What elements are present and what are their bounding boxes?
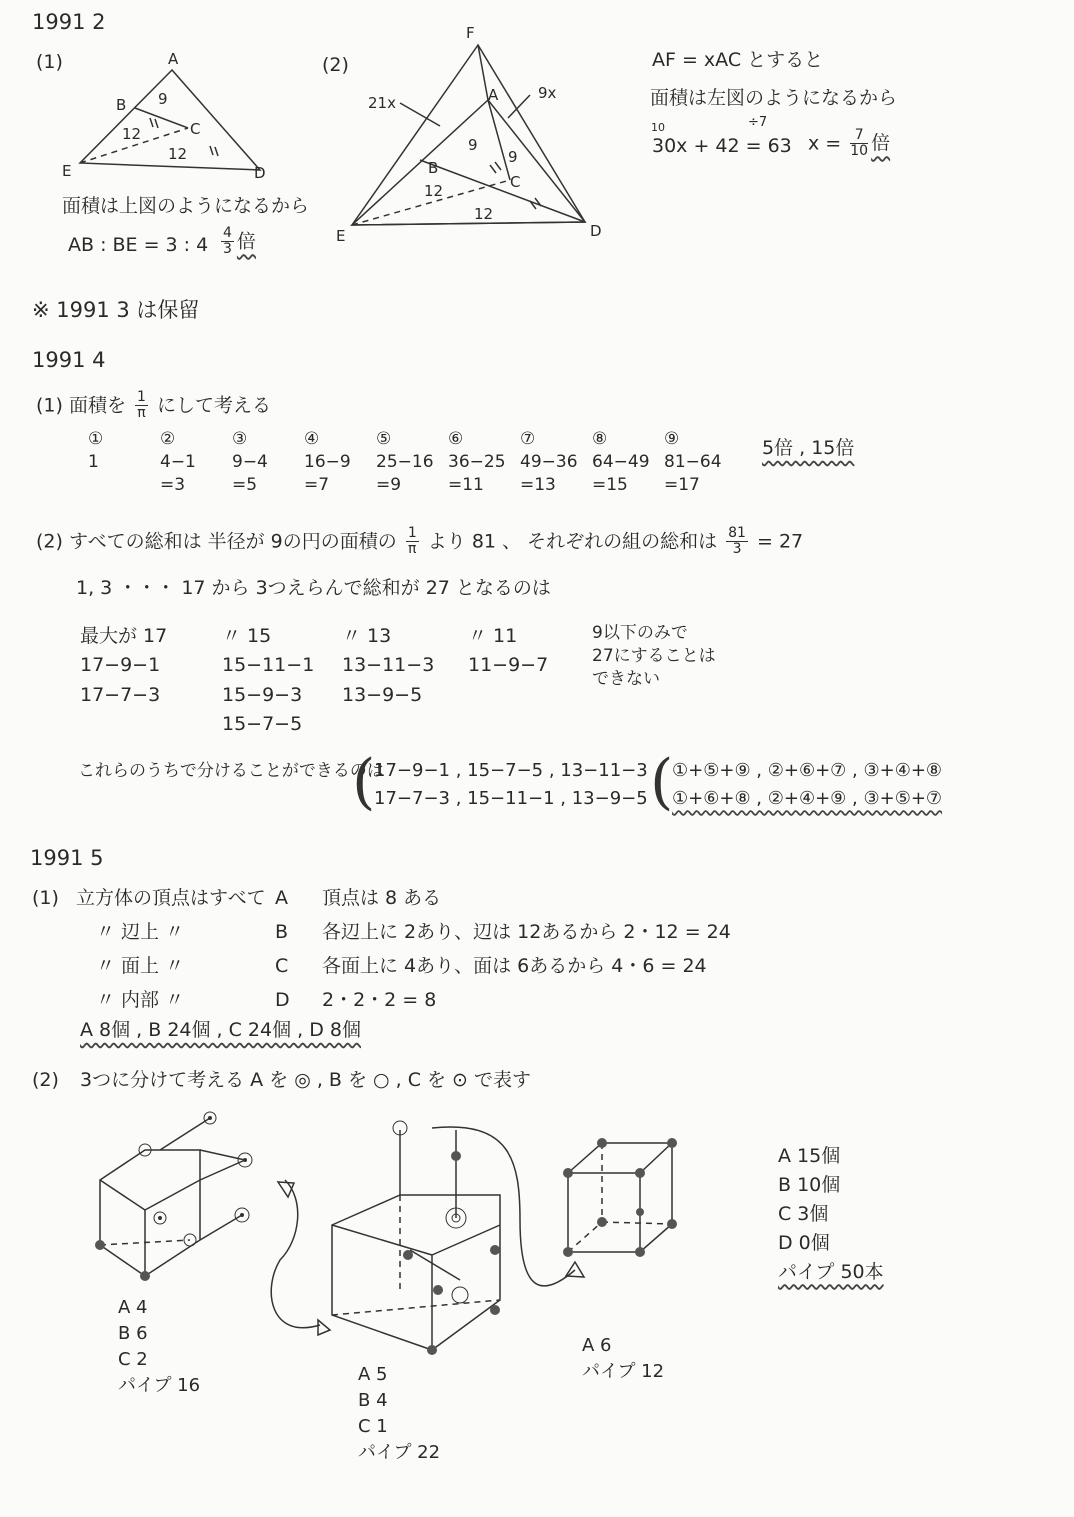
s2-p2-ans-num: 7 (850, 128, 868, 144)
s2-p2-eq: 30x + 42 = 63 (652, 135, 792, 157)
s4-p2-frac-num: 1 (407, 525, 417, 541)
ring-res: =11 (448, 474, 484, 495)
ring-res: =9 (376, 474, 402, 495)
vertex-row-a: 〃 辺上 〃 (96, 921, 185, 943)
ring-column (664, 428, 722, 497)
part1-c: C 2 (118, 1349, 148, 1371)
ring-mark: ③ (232, 429, 248, 449)
vertex-row-b: A (275, 887, 288, 909)
fig1-area-12a: 12 (122, 125, 142, 143)
s4-choice-1: 17−9−1 , 15−7−5 , 13−11−3 (374, 760, 648, 781)
fig2-area-9a: 9 (468, 136, 478, 154)
vertex-row-b: B (275, 921, 289, 943)
s2-p2-ans-den: 10 (850, 143, 869, 160)
fig1-E: E (62, 162, 72, 180)
s5-p1-label: (1) (32, 887, 59, 909)
total-d: D 0個 (778, 1231, 830, 1254)
ring-mark: ⑦ (520, 429, 536, 449)
s4-note-2: 27にすることは (592, 645, 716, 666)
part-2-counts (358, 1362, 440, 1466)
s4-p2-conclusion: これらのうちで分けることができるのは (78, 761, 384, 781)
fig1-area-9: 9 (158, 90, 168, 108)
part2-a: A 5 (358, 1364, 388, 1385)
vertex-row-b: C (275, 955, 289, 977)
s5-p1-answer: A 8個 , B 24個 , C 24個 , D 8個 (80, 1019, 361, 1041)
s2-p1-answer (218, 226, 256, 258)
fig2-D: D (590, 222, 602, 240)
s4-note-1: 9以下のみで (592, 623, 688, 643)
group-row: 15−7−5 (222, 713, 303, 736)
fig1-D: D (254, 164, 266, 182)
s2-p2-ans-unit: 倍 (871, 132, 891, 155)
ring-res: =3 (160, 474, 186, 495)
brace-2: ( (650, 747, 674, 817)
ring-res: =17 (664, 474, 700, 495)
s4-note-3: できない (592, 668, 660, 689)
part2-c: C 1 (358, 1416, 388, 1438)
s4-p2-frac2-den: 3 (732, 541, 742, 558)
ring-mark: ④ (304, 429, 320, 449)
ring-expr: 1 (88, 451, 99, 472)
part3-a: A 6 (582, 1335, 612, 1356)
fig1-B: B (116, 96, 127, 114)
ring-column (304, 428, 351, 497)
ring-expr: 36−25 (448, 451, 506, 472)
s5-p2-text: 3つに分けて考える A を ◎ , B を ○ , C を ⊙ で表す (80, 1069, 532, 1091)
s2-p1-ans-unit: 倍 (236, 230, 256, 253)
ring-column (592, 428, 650, 497)
s4-p1-frac-num: 1 (137, 389, 146, 405)
s2-part2-label: (2) (322, 54, 349, 76)
fig2-B: B (428, 159, 439, 177)
fig2-area-9x: 9x (538, 84, 557, 102)
s4-p1-answer: 5倍 , 15倍 (762, 437, 855, 459)
group-row: 11−9−7 (468, 654, 549, 677)
group-row: 17−7−3 (80, 683, 161, 706)
s2-p1-ans-den: 3 (223, 241, 232, 258)
ring-expr: 64−49 (592, 451, 650, 472)
cube-part-3 (563, 1138, 677, 1257)
ring-res: =13 (520, 474, 556, 495)
s4-p2-text-c: = 27 (757, 530, 804, 553)
ring-expr: 49−36 (520, 451, 578, 472)
s4-note (592, 622, 716, 691)
fig1-C: C (190, 120, 201, 138)
vertex-row-a: 〃 内部 〃 (96, 989, 185, 1011)
ring-column (160, 428, 196, 497)
s4-p1-text: 面積を (68, 394, 126, 417)
vertex-row-a: 立方体の頂点はすべて (76, 887, 266, 909)
s4-choice-2: 17−7−3 , 15−11−1 , 13−9−5 (374, 787, 648, 809)
ring-column (376, 428, 434, 497)
part1-pipe: パイプ 16 (118, 1375, 201, 1397)
group-head: 最大が 17 (80, 625, 168, 647)
fig2-area-9b: 9 (508, 148, 518, 166)
s5-p2-label: (2) (32, 1069, 59, 1091)
s4-p2-text-a: すべての総和は 半径が 9の円の面積の (68, 530, 397, 553)
s4-p2-text-b: より 81 、 それぞれの組の総和は (427, 530, 718, 553)
s4-p2-line1 (36, 526, 803, 558)
group-head: 〃 13 (342, 625, 392, 647)
brace-1: ( (352, 747, 376, 817)
group-row: 15−9−3 (222, 683, 303, 706)
vertex-row-c: 2・2・2 = 8 (322, 989, 437, 1011)
group-column (80, 622, 167, 710)
section-4-header: 1991 4 (32, 348, 106, 372)
group-row: 13−9−5 (342, 683, 423, 706)
group-column (468, 622, 548, 681)
part2-b: B 4 (358, 1390, 388, 1412)
section-2-header: 1991 2 (32, 10, 106, 34)
group-row: 17−9−1 (80, 654, 161, 677)
fig2-E: E (336, 227, 346, 245)
s4-p1-frac-den: π (137, 405, 146, 422)
total-b: B 10個 (778, 1173, 841, 1196)
part-1-counts (118, 1295, 200, 1399)
s2-p2-note2: 面積は左図のようになるから (650, 87, 898, 109)
ring-mark: ⑥ (448, 429, 464, 449)
fig2-C: C (510, 173, 521, 191)
total-a: A 15個 (778, 1145, 841, 1167)
ring-expr: 9−4 (232, 451, 268, 472)
ring-mark: ② (160, 429, 176, 449)
s2-part1-label: (1) (36, 51, 63, 73)
s2-p2-answer (808, 128, 890, 160)
ring-expr: 16−9 (304, 451, 351, 472)
part1-a: A 4 (118, 1297, 148, 1318)
total-counts (778, 1142, 884, 1286)
cube-part-1 (95, 1112, 252, 1281)
ring-res: =7 (304, 474, 330, 495)
section-3-note: ※ 1991 3 は保留 (32, 298, 200, 322)
group-column (342, 622, 434, 710)
part2-pipe: パイプ 22 (358, 1442, 441, 1464)
part-3-counts (582, 1333, 664, 1385)
s4-p2-label: (2) (36, 530, 63, 553)
fig2-area-12b: 12 (474, 205, 494, 223)
fig2-area-12a: 12 (424, 182, 444, 200)
s4-p2-frac-den: π (408, 541, 417, 558)
s4-p1-label: (1) (36, 394, 63, 417)
s2-p1-ratio: AB : BE = 3 : 4 (68, 234, 209, 256)
ring-column (232, 428, 268, 497)
fig1-A: A (168, 50, 179, 68)
vertex-row-a: 〃 面上 〃 (96, 955, 185, 977)
ring-mark: ① (88, 429, 104, 449)
s2-p2-eq-aside: ÷7 (748, 115, 768, 130)
part1-b: B 6 (118, 1323, 148, 1345)
s4-p1-line (36, 390, 271, 422)
ring-mark: ⑤ (376, 429, 392, 449)
s4-answer-2: ①+⑥+⑧ , ②+④+⑨ , ③+⑤+⑦ (672, 787, 943, 809)
s2-p2-note1: AF = xAC とすると (652, 49, 824, 71)
group-row: 15−11−1 (222, 654, 315, 677)
total-pipe: パイプ 50本 (778, 1260, 884, 1283)
s2-p2-eq-top: 10 (651, 121, 665, 134)
figure-1-triangle (62, 50, 266, 182)
s4-answers (672, 757, 942, 813)
s4-p1-text2: にして考える (157, 394, 272, 417)
cube-part-2 (271, 1121, 584, 1355)
ring-mark: ⑨ (664, 429, 680, 449)
ring-column (88, 428, 103, 474)
fig1-area-12b: 12 (168, 145, 188, 163)
total-c: C 3個 (778, 1202, 829, 1225)
s2-p2-ans-lhs: x = (808, 132, 842, 155)
vertex-row-c: 各面上に 4あり、面は 6あるから 4・6 = 24 (322, 955, 707, 977)
ring-column (520, 428, 578, 497)
group-row: 13−11−3 (342, 654, 435, 677)
figure-2-triangle (336, 24, 602, 245)
ring-expr: 25−16 (376, 451, 434, 472)
vertex-row-c: 頂点は 8 ある (322, 887, 442, 909)
group-head: 〃 11 (468, 625, 518, 647)
group-head: 〃 15 (222, 625, 272, 647)
part3-pipe: パイプ 12 (582, 1361, 665, 1383)
ring-expr: 81−64 (664, 451, 722, 472)
fig2-area-21x: 21x (368, 94, 396, 112)
s4-p2-line2: 1, 3 ・・・ 17 から 3つえらんで総和が 27 となるのは (76, 577, 551, 599)
group-column (222, 622, 314, 740)
fig2-A: A (488, 86, 499, 104)
s4-choices (374, 757, 648, 813)
s2-p1-ans-num: 4 (223, 225, 232, 241)
vertex-row-b: D (275, 989, 290, 1011)
s2-p1-conclusion: 面積は上図のようになるから (62, 195, 310, 217)
ring-expr: 4−1 (160, 451, 196, 472)
ring-res: =15 (592, 474, 628, 495)
s4-answer-1: ①+⑤+⑨ , ②+⑥+⑦ , ③+④+⑧ (672, 760, 943, 781)
fig2-F: F (466, 24, 475, 42)
s4-p2-frac2-num: 81 (728, 525, 746, 541)
section-5-header: 1991 5 (30, 846, 104, 870)
ring-res: =5 (232, 474, 258, 495)
ring-column (448, 428, 506, 497)
ring-mark: ⑧ (592, 429, 608, 449)
vertex-row-c: 各辺上に 2あり、辺は 12あるから 2・12 = 24 (322, 921, 731, 943)
